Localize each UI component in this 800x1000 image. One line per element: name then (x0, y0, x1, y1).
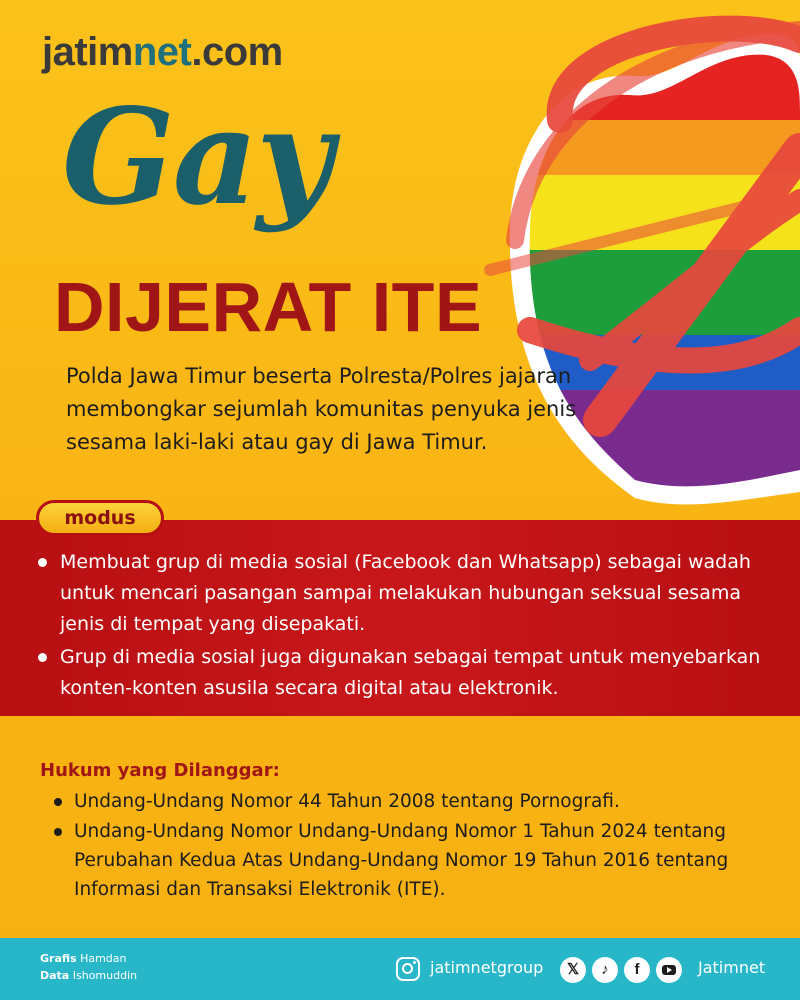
instagram-handle-link[interactable]: jatimnetgroup (430, 958, 544, 977)
credit-grafis-name: Hamdan (80, 952, 127, 965)
youtube-icon[interactable] (656, 957, 682, 983)
logo-text-com: .com (191, 30, 283, 74)
brand-name-link[interactable]: Jatimnet (698, 958, 766, 977)
logo-text-jatim: jatim (42, 30, 133, 74)
modus-label-badge: modus (36, 500, 164, 536)
title-word: Gay (62, 80, 331, 235)
modus-list-item: Membuat grup di media sosial (Facebook dan Whatsapp) sebagai wadah untuk mencari pasangan sampai melakukan hubungan seksual sesama jenis di tempat yang disepakati. (34, 547, 784, 640)
law-list-item: Undang-Undang Nomor 44 Tahun 2008 tentang Pornografi. (52, 787, 772, 816)
instagram-icon[interactable] (396, 957, 420, 981)
law-list (52, 787, 772, 905)
intro-paragraph: Polda Jawa Timur beserta Polresta/Polres jajaran membongkar sejumlah komunitas penyuka jenis sesama laki-laki atau gay di Jawa Timur. (66, 364, 577, 454)
x-icon[interactable]: 𝕏 (560, 957, 586, 983)
credit-data-name: Ishomuddin (72, 969, 138, 982)
logo-text-net: net (132, 30, 192, 74)
site-logo (42, 30, 283, 75)
modus-list (34, 547, 784, 706)
modus-list-item: Grup di media sosial juga digunakan sebagai tempat untuk menyebarkan konten-konten asusila secara digital atau elektronik. (34, 642, 784, 704)
law-list-item: Undang-Undang Nomor Undang-Undang Nomor 1 Tahun 2024 tentang Perubahan Kedua Atas Undang-Undang Nomor 19 Tahun 2016 tentang Informasi dan Transaksi Elektronik (ITE). (52, 817, 772, 904)
credits (40, 950, 137, 984)
credit-data-label: Data (40, 969, 70, 982)
headline: DIJERAT ITE (54, 268, 483, 346)
facebook-icon[interactable]: f (624, 957, 650, 983)
credit-grafis-label: Grafis (40, 952, 77, 965)
tiktok-icon[interactable]: ♪ (592, 957, 618, 983)
law-section-title: Hukum yang Dilanggar: (40, 760, 280, 781)
